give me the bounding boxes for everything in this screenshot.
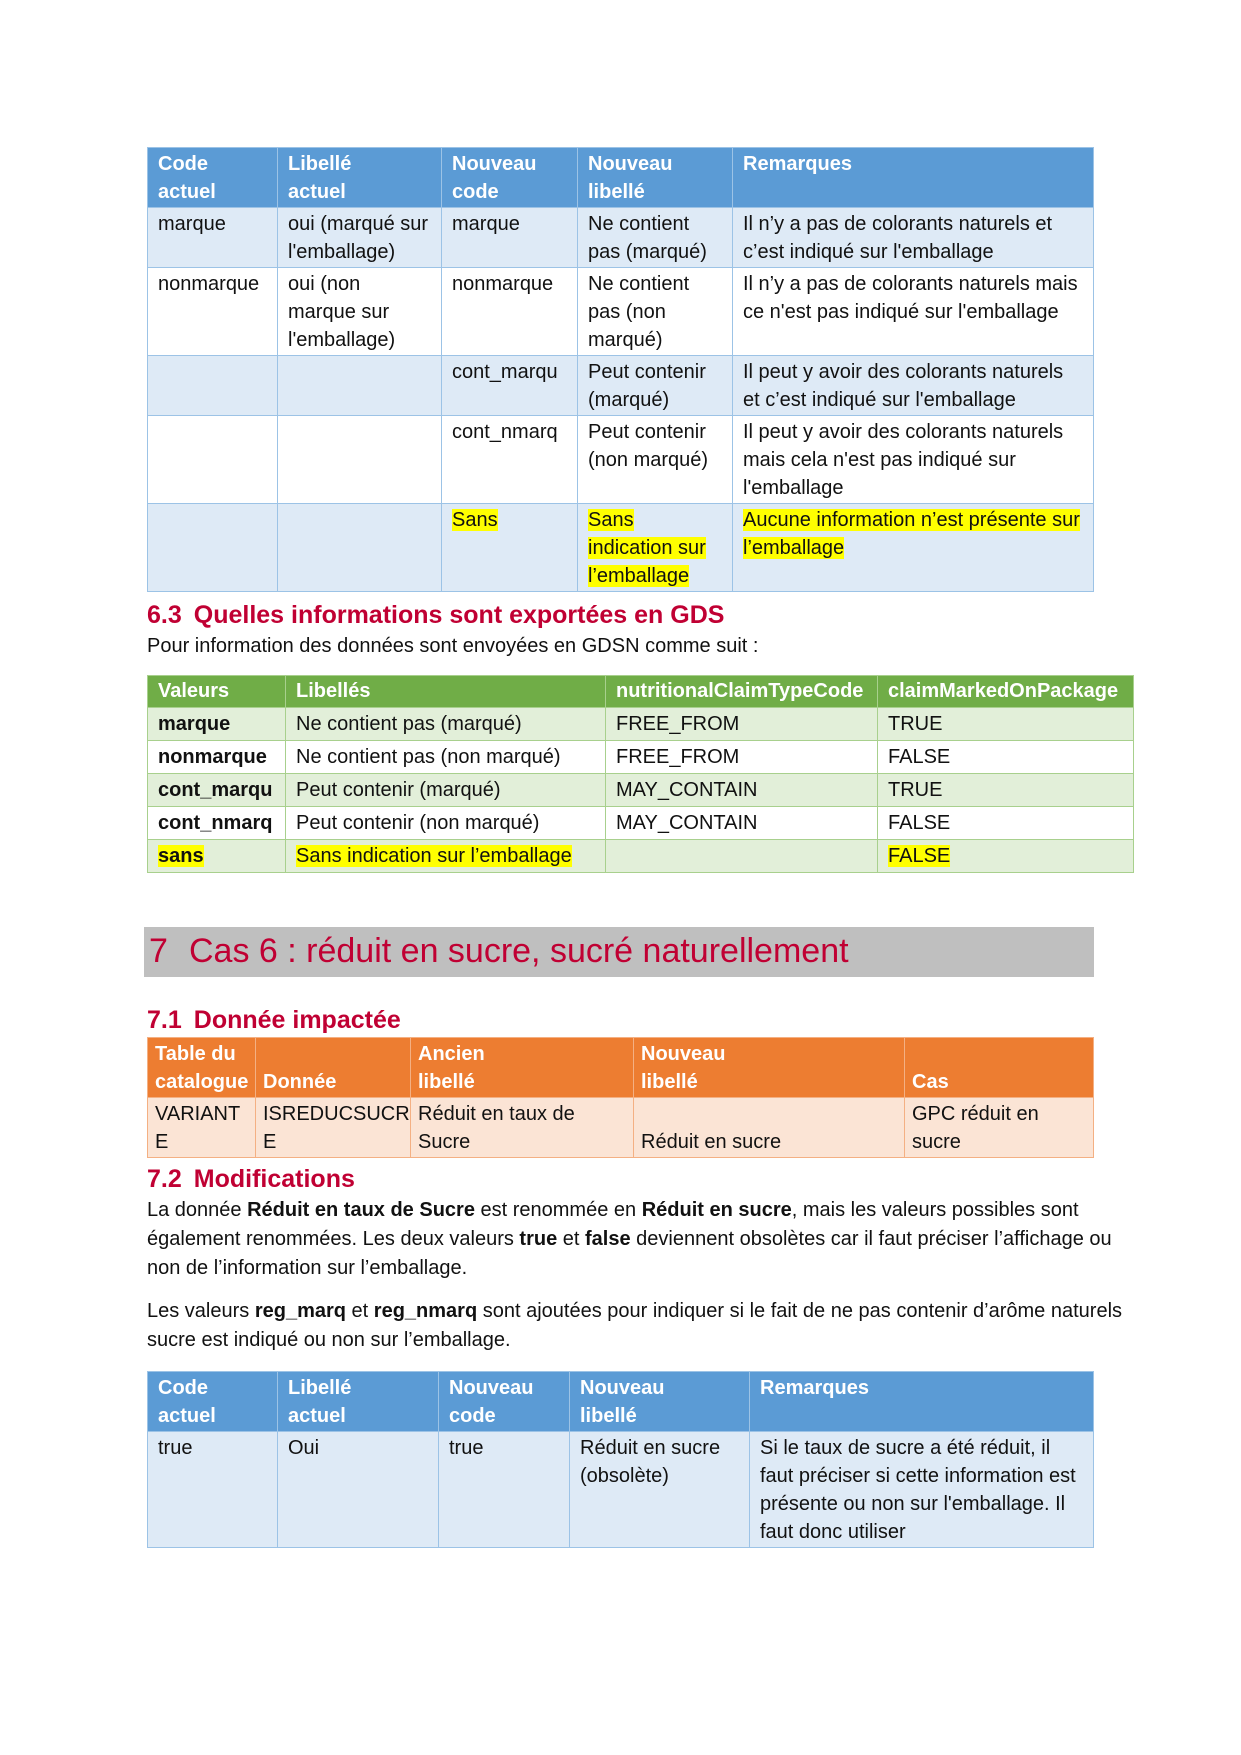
table-cell: Peut contenir (marqué) [578, 356, 733, 416]
text-run: deviennent obsolètes car il faut préciser l’affichage ou non de l’information sur l’emballage. [147, 1228, 1112, 1279]
section-title: Quelles informations sont exportées en GDS [193, 601, 725, 629]
table-cell: nonmarque [148, 741, 286, 774]
table-row [148, 840, 1134, 873]
table-cell: nonmarque [148, 268, 278, 356]
table-cell: Il n’y a pas de colorants naturels et c’est indiqué sur l'emballage [733, 208, 1094, 268]
impacted-data-table [147, 1037, 1094, 1158]
header-cell: Remarques [733, 148, 1094, 208]
header-cell: Remarques [750, 1372, 1094, 1432]
table-cell: Réduit en sucre [634, 1098, 905, 1158]
table-cell: Oui [278, 1432, 439, 1548]
bold-text: reg_nmarq [373, 1300, 478, 1322]
table-cell: Peut contenir (non marqué) [578, 416, 733, 504]
chapter-heading-7 [144, 927, 1094, 977]
table-cell [278, 356, 442, 416]
gdsn-export-table [147, 675, 1134, 873]
header-cell: Nouveau code [442, 148, 578, 208]
table-row [148, 504, 1094, 592]
sugar-values-table [147, 1371, 1094, 1548]
chapter-title: Cas 6 : réduit en sucre, sucré naturellement [189, 932, 849, 970]
table-cell: true [439, 1432, 570, 1548]
bold-text: true [519, 1228, 558, 1250]
table-cell: Réduit en sucre (obsolète) [570, 1432, 750, 1548]
header-cell: Libellés [286, 676, 606, 708]
table-cell: marque [148, 708, 286, 741]
table-cell: FREE_FROM [606, 741, 878, 774]
header-cell: claimMarkedOnPackage [878, 676, 1134, 708]
table-header-row [148, 148, 1094, 208]
table-row [148, 268, 1094, 356]
document-page [147, 147, 1137, 1548]
header-cell: Cas [905, 1038, 1094, 1098]
table-cell: oui (marqué sur l'emballage) [278, 208, 442, 268]
highlighted-text: FALSE [888, 845, 951, 867]
table-header-row [148, 1038, 1094, 1098]
table-cell: nonmarque [442, 268, 578, 356]
header-cell: Code actuel [148, 1372, 278, 1432]
text-run: Les valeurs [147, 1300, 255, 1322]
highlighted-text: Aucune information n’est présente sur l’emballage [743, 509, 1080, 559]
table-cell: Il peut y avoir des colorants naturels et c’est indiqué sur l'emballage [733, 356, 1094, 416]
text-run: et [557, 1228, 586, 1250]
section-heading-7-2 [147, 1162, 1137, 1196]
table-cell [442, 504, 578, 592]
table-row [148, 774, 1134, 807]
table-row [148, 708, 1134, 741]
table-cell: GPC réduit en sucre [905, 1098, 1094, 1158]
table-cell: MAY_CONTAIN [606, 774, 878, 807]
paragraph-renaming [147, 1196, 1137, 1283]
table-row [148, 1098, 1094, 1158]
section-heading-7-1 [147, 1003, 1137, 1037]
table-cell: Il n’y a pas de colorants naturels mais ce n'est pas indiqué sur l'emballage [733, 268, 1094, 356]
colorants-values-table [147, 147, 1094, 592]
table-cell: Il peut y avoir des colorants naturels mais cela n'est pas indiqué sur l'emballage [733, 416, 1094, 504]
table-row [148, 1432, 1094, 1548]
header-cell: Donnée [256, 1038, 411, 1098]
header-cell: Libellé actuel [278, 1372, 439, 1432]
table-cell [148, 416, 278, 504]
header-cell: Valeurs [148, 676, 286, 708]
chapter-number: 7 [149, 932, 168, 970]
table-cell: FREE_FROM [606, 708, 878, 741]
table-cell: marque [148, 208, 278, 268]
table-cell: FALSE [878, 807, 1134, 840]
table-cell: Ne contient pas (non marqué) [286, 741, 606, 774]
table-cell: Réduit en taux de Sucre [411, 1098, 634, 1158]
table-cell: Peut contenir (non marqué) [286, 807, 606, 840]
table-cell [606, 840, 878, 873]
table-cell: cont_nmarq [148, 807, 286, 840]
header-cell: Nouveau code [439, 1372, 570, 1432]
table-cell: MAY_CONTAIN [606, 807, 878, 840]
table-cell: cont_marqu [148, 774, 286, 807]
section-heading-6-3 [147, 598, 1137, 632]
table-cell: Ne contient pas (marqué) [286, 708, 606, 741]
bold-text: false [585, 1228, 631, 1250]
table-cell: TRUE [878, 708, 1134, 741]
table-cell [286, 840, 606, 873]
table-row [148, 356, 1094, 416]
table-cell: Ne contient pas (marqué) [578, 208, 733, 268]
table-cell: cont_nmarq [442, 416, 578, 504]
header-cell: Libellé actuel [278, 148, 442, 208]
table-row [148, 807, 1134, 840]
bold-text: Réduit en sucre [641, 1199, 792, 1221]
header-cell: Table du catalogue [148, 1038, 256, 1098]
table-cell [878, 840, 1134, 873]
table-cell: VARIANT E [148, 1098, 256, 1158]
text-run: , mais les valeurs possibles sont également renommées. Les deux valeurs [147, 1199, 1079, 1250]
table-cell [578, 504, 733, 592]
table-cell [733, 504, 1094, 592]
table-header-row [148, 676, 1134, 708]
table-cell [148, 840, 286, 873]
table-cell: oui (non marque sur l'emballage) [278, 268, 442, 356]
bold-text: reg_marq [254, 1300, 346, 1322]
bold-text: Réduit en taux de Sucre [247, 1199, 475, 1221]
table-row [148, 416, 1094, 504]
header-cell: Code actuel [148, 148, 278, 208]
table-row [148, 208, 1094, 268]
table-cell [278, 416, 442, 504]
table-cell [148, 504, 278, 592]
header-cell: Ancien libellé [411, 1038, 634, 1098]
highlighted-text: Sans indication sur l’emballage [588, 509, 706, 587]
section-title: Donnée impactée [193, 1006, 401, 1034]
section-intro: Pour information des données sont envoyées en GDSN comme suit : [147, 635, 759, 657]
table-cell: Peut contenir (marqué) [286, 774, 606, 807]
text-run: La donnée [147, 1199, 248, 1221]
header-cell: Nouveau libellé [570, 1372, 750, 1432]
highlighted-text: Sans indication sur l’emballage [296, 845, 572, 867]
table-cell: TRUE [878, 774, 1134, 807]
text-run: sont ajoutées pour indiquer si le fait de ne pas contenir d’arôme naturels sucre est indiqué ou non sur l’emballage. [147, 1300, 1123, 1351]
section-number: 7.1 [147, 1006, 182, 1034]
table-cell: FALSE [878, 741, 1134, 774]
highlighted-text: sans [158, 845, 204, 867]
table-cell [278, 504, 442, 592]
table-row [148, 741, 1134, 774]
header-cell: Nouveau libellé [578, 148, 733, 208]
table-cell: ISREDUCSUCR E [256, 1098, 411, 1158]
highlighted-text: Sans [452, 509, 498, 531]
section-title: Modifications [193, 1165, 355, 1193]
section-number: 7.2 [147, 1165, 182, 1193]
table-cell: Si le taux de sucre a été réduit, il faut préciser si cette information est présente ou non sur l'emballage. Il faut donc utiliser [750, 1432, 1094, 1548]
table-cell: cont_marqu [442, 356, 578, 416]
header-cell: Nouveau libellé [634, 1038, 905, 1098]
table-cell: marque [442, 208, 578, 268]
table-cell: Ne contient pas (non marqué) [578, 268, 733, 356]
text-run: et [346, 1300, 374, 1322]
table-cell [148, 356, 278, 416]
table-cell: true [148, 1432, 278, 1548]
header-cell: nutritionalClaimTypeCode [606, 676, 878, 708]
paragraph-new-values [147, 1297, 1137, 1355]
section-number: 6.3 [147, 601, 182, 629]
table-header-row [148, 1372, 1094, 1432]
text-run: est renommée en [474, 1199, 642, 1221]
